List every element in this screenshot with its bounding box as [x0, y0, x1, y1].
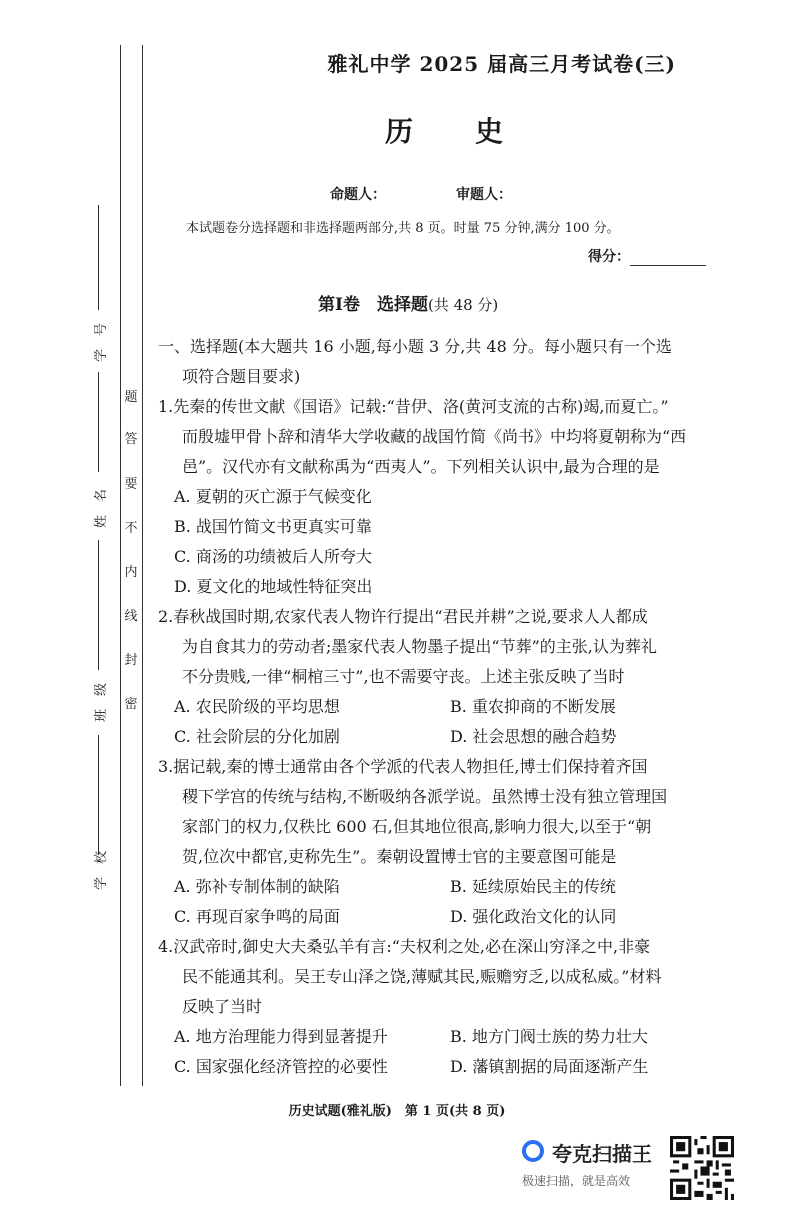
question-text: 3.据记载,秦的博士通常由各个学派的代表人物担任,博士们保持着齐国 — [158, 757, 648, 776]
section-title — [318, 290, 498, 315]
option[interactable]: C. 国家强化经济管控的必要性 — [174, 1057, 388, 1076]
binding-line-outer — [120, 45, 121, 1086]
question-text: 2.春秋战国时期,农家代表人物许行提出“君民并耕”之说,要求人人都成 — [158, 607, 648, 626]
seal-char: 要 — [124, 477, 138, 492]
field-school-label: 学 校 — [94, 850, 109, 890]
field-line-school — [98, 735, 99, 855]
seal-char: 密 — [124, 697, 138, 712]
question-text: 家部门的权力,仅秩比 600 石,但其地位很高,影响力很大,以至于“朝 — [182, 817, 652, 836]
option-row — [158, 872, 703, 902]
seal-char: 内 — [124, 565, 138, 580]
option[interactable]: B. 地方门阀士族的势力壮大 — [450, 1027, 648, 1046]
option-row — [158, 722, 703, 752]
option[interactable]: A. 夏朝的灭亡源于气候变化 — [174, 487, 372, 506]
question-text: 1.先秦的传世文献《国语》记载:“昔伊、洛(黄河支流的古称)竭,而夏亡。” — [158, 397, 669, 416]
option[interactable]: D. 社会思想的融合趋势 — [450, 727, 617, 746]
option[interactable]: B. 延续原始民主的传统 — [450, 877, 616, 896]
question-text: 而殷墟甲骨卜辞和清华大学收藏的战国竹简《尚书》中均将夏朝称为“西 — [182, 427, 687, 446]
score-blank[interactable] — [630, 251, 706, 266]
binding-line-inner — [142, 45, 143, 1086]
option-row — [158, 1022, 703, 1052]
qr-code-icon — [670, 1136, 734, 1200]
option-row — [158, 692, 703, 722]
watermark-slogan: 极速扫描，就是高效 — [522, 1174, 631, 1188]
question-text: 不分贵贱,一律“桐棺三寸”,也不需要守丧。上述主张反映了当时 — [182, 667, 625, 686]
exam-description: 本试题卷分选择题和非选择题两部分,共 8 页。时量 75 分钟,满分 100 分。 — [186, 221, 620, 236]
question-text: 4.汉武帝时,御史大夫桑弘羊有言:“夫权利之处,必在深山穷泽之中,非豪 — [158, 937, 651, 956]
instructions-line: 一、选择题(本大题共 16 小题,每小题 3 分,共 48 分。每小题只有一个选 — [158, 337, 672, 356]
option[interactable]: D. 藩镇割据的局面逐渐产生 — [450, 1057, 649, 1076]
quark-logo-icon — [522, 1140, 544, 1162]
score-label: 得分： — [588, 249, 630, 265]
question-text: 民不能通其利。吴王专山泽之饶,薄赋其民,赈赡穷乏,以成私威。”材料 — [182, 967, 662, 986]
seal-char: 不 — [124, 521, 138, 536]
score-field — [588, 246, 706, 266]
option[interactable]: D. 夏文化的地域性特征突出 — [174, 577, 373, 596]
field-class-label: 班 级 — [94, 682, 109, 722]
watermark-name: 夸克扫描王 — [552, 1142, 652, 1166]
seal-char: 线 — [124, 609, 138, 624]
field-line-class — [98, 540, 99, 670]
exam-title: 雅礼中学 2025 届高三月考试卷(三) — [327, 52, 676, 76]
option[interactable]: A. 农民阶级的平均思想 — [174, 697, 340, 716]
question-text: 反映了当时 — [182, 997, 263, 1016]
option[interactable]: D. 强化政治文化的认同 — [450, 907, 617, 926]
option-row — [158, 902, 703, 932]
subject-title: 历史 — [385, 115, 566, 148]
setter-label: 命题人： — [330, 187, 386, 203]
option[interactable]: B. 战国竹简文书更真实可靠 — [174, 517, 372, 536]
question-text: 贺,位次中都官,吏称先生”。秦朝设置博士官的主要意图可能是 — [182, 847, 617, 866]
option[interactable]: A. 地方治理能力得到显著提升 — [174, 1027, 388, 1046]
field-student-id-label: 学 号 — [94, 322, 109, 362]
field-line-name — [98, 372, 99, 472]
seal-char: 题 — [124, 390, 138, 405]
section-points: (共 48 分) — [427, 296, 499, 314]
option[interactable]: A. 弥补专制体制的缺陷 — [174, 877, 340, 896]
question-body — [158, 332, 703, 1082]
page-footer: 历史试题(雅礼版) 第 1 页(共 8 页) — [288, 1104, 506, 1119]
field-line-student-id — [98, 205, 99, 310]
question-text: 为自食其力的劳动者;墨家代表人物墨子提出“节葬”的主张,认为葬礼 — [182, 637, 657, 656]
seal-char: 封 — [124, 653, 138, 668]
seal-char: 答 — [124, 432, 138, 447]
question-text: 邑”。汉代亦有文献称禹为“西夷人”。下列相关认识中,最为合理的是 — [182, 457, 660, 476]
reviewer-label: 审题人： — [456, 187, 512, 203]
option[interactable]: C. 再现百家争鸣的局面 — [174, 907, 340, 926]
field-name-label: 姓 名 — [94, 488, 109, 528]
option-row — [158, 1052, 703, 1082]
instructions-line: 项符合题目要求) — [182, 367, 301, 386]
option[interactable]: B. 重农抑商的不断发展 — [450, 697, 616, 716]
question-text: 稷下学宫的传统与结构,不断吸纳各派学说。虽然博士没有独立管理国 — [182, 787, 668, 806]
option[interactable]: C. 社会阶层的分化加剧 — [174, 727, 340, 746]
section-name: 第Ⅰ卷 选择题 — [318, 295, 428, 315]
option[interactable]: C. 商汤的功绩被后人所夸大 — [174, 547, 372, 566]
